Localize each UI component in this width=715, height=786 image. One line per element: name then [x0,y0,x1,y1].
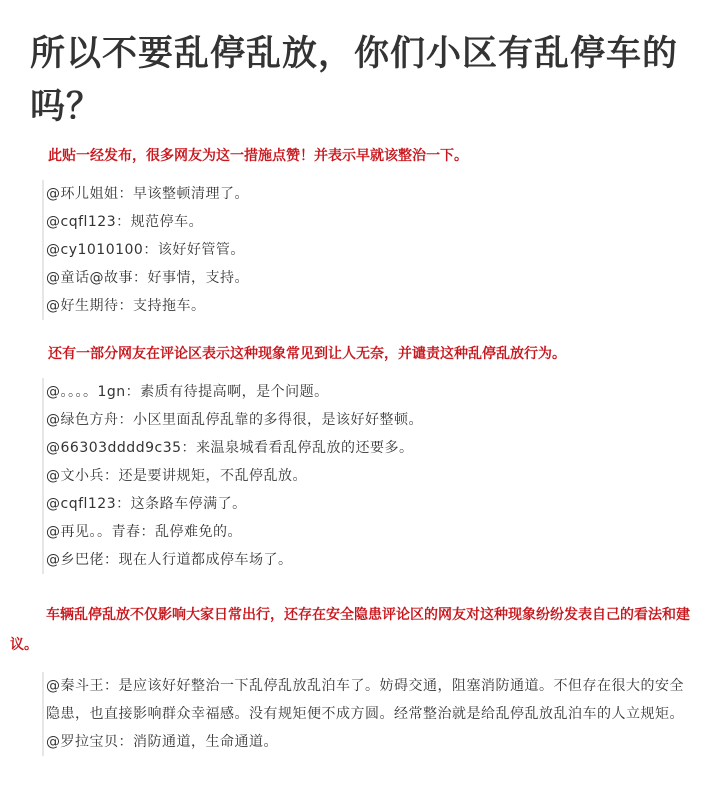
highlight-text-1: 此贴一经发布，很多网友为这一措施点赞！并表示早就该整治一下。 [48,148,468,164]
comment-item: @。。。。1gn：素质有待提高啊，是个问题。 [46,384,329,400]
comment-item: @罗拉宝贝：消防通道，生命通道。 [46,734,278,750]
comment-item: @再见。。青春：乱停难免的。 [46,524,242,540]
highlight-text-2: 还有一部分网友在评论区表示这种现象常见到让人无奈，并谴责这种乱停乱放行为。 [48,346,566,362]
comment-item: @文小兵：还是要讲规矩，不乱停乱放。 [46,468,307,484]
highlight-text-3: 车辆乱停乱放不仅影响大家日常出行，还存在安全隐患评论区的网友对这种现象纷纷发表自己的看法和建议。 [10,607,690,653]
comment-item: @环儿姐姐：早该整顿清理了。 [46,186,249,202]
comment-list-1 [42,180,249,320]
comment-item: @绿色方舟：小区里面乱停乱靠的多得很，是该好好整顿。 [46,412,423,428]
comment-item: @乡巴佬：现在人行道都成停车场了。 [46,552,293,568]
comment-item: @好生期待：支持拖车。 [46,298,206,314]
comment-list-3 [42,672,686,756]
comment-item: @cqfl123：规范停车。 [46,214,204,230]
comment-list-2 [42,378,423,574]
comment-item: @童话@故事：好事情，支持。 [46,270,249,286]
comment-item: @秦斗王：是应该好好整治一下乱停乱放乱泊车了。妨碍交通，阻塞消防通道。不但存在很大的安全隐患，也直接影响群众幸福感。没有规矩便不成方圆。经常整治就是给乱停乱放乱泊车的人立规矩。 [46,678,684,722]
article-title: 所以不要乱停乱放，你们小区有乱停车的吗？ [30,34,679,127]
comment-item: @cy1010100：该好好管管。 [46,242,245,258]
comment-item: @66303dddd9c35：来温泉城看看乱停乱放的还要多。 [46,440,414,456]
comment-item: @cqfl123：这条路车停满了。 [46,496,247,512]
